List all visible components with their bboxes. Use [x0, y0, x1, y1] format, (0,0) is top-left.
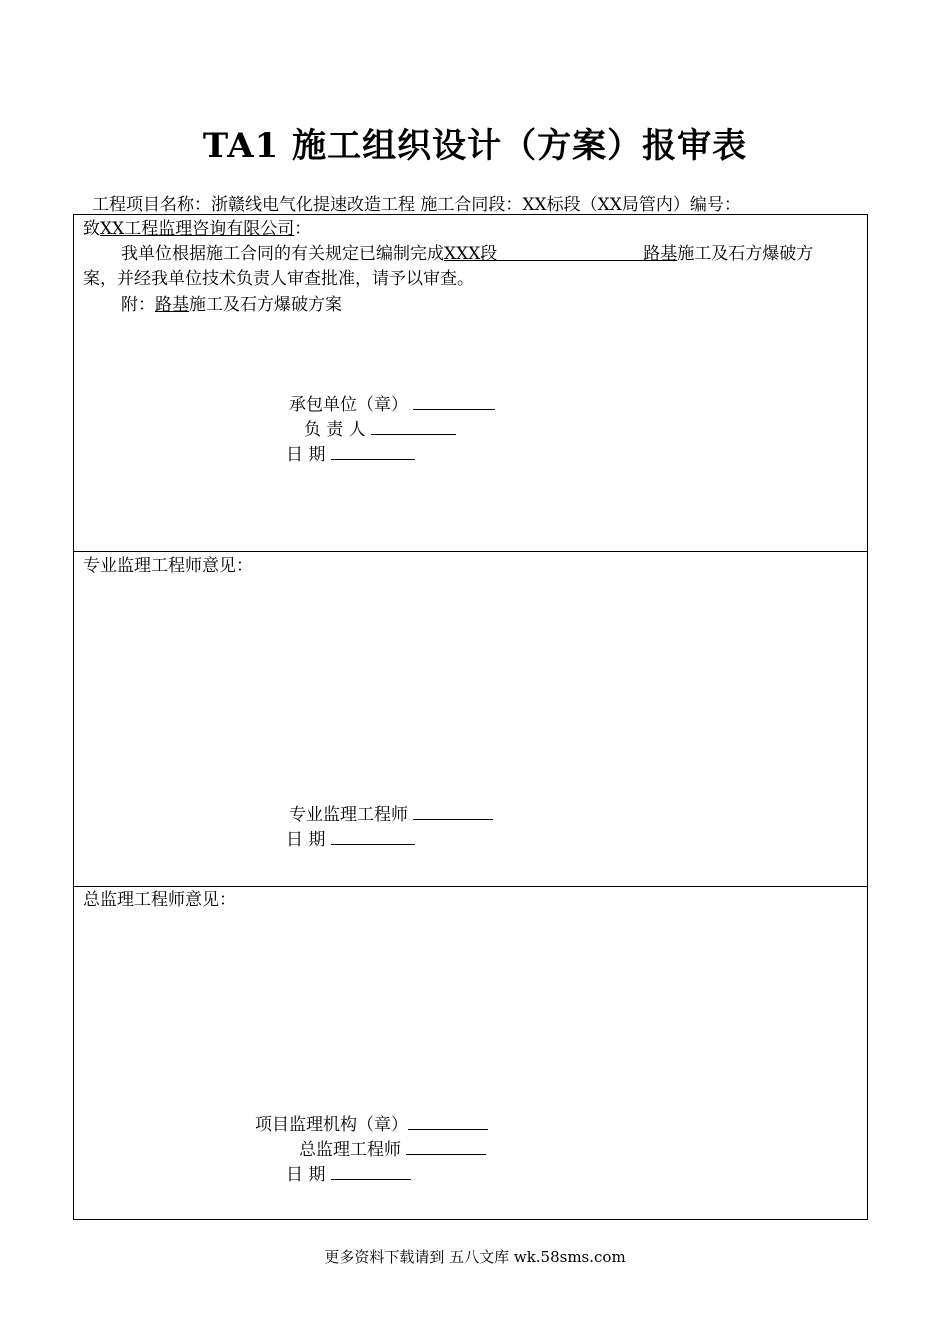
addressee-company: XX工程监理咨询有限公司: [100, 219, 295, 239]
specialist-opinion-heading: 专业监理工程师意见：: [83, 556, 253, 576]
body-line-2: 案，并经我单位技术负责人审查批准，请予以审查。: [83, 269, 474, 289]
chief-engineer-line: 总监理工程师: [299, 1136, 486, 1163]
chief-opinion-heading: 总监理工程师意见：: [83, 890, 236, 910]
chief-engineer-section: [74, 886, 867, 1219]
contractor-seal-line: 承包单位（章）: [289, 391, 495, 418]
number-label: 编号：: [689, 195, 741, 215]
specialist-date-blank: [331, 826, 415, 845]
segment-name: XXX段: [444, 244, 498, 264]
specialist-engineer-blank: [413, 801, 493, 820]
specialist-date-line: 日 期: [286, 826, 415, 853]
form-table: [73, 214, 868, 1220]
chief-date-line: 日 期: [286, 1161, 411, 1188]
contractor-seal-blank: [413, 391, 495, 410]
addressee-line: 致XX工程监理咨询有限公司：: [83, 219, 312, 239]
chief-engineer-blank: [406, 1136, 486, 1155]
responsible-person-line: 负 责 人: [304, 416, 456, 443]
specialist-engineer-section: [74, 551, 867, 887]
contract-label: 施工合同段：: [420, 195, 523, 215]
form-header-line: [92, 190, 741, 215]
footer-note: 更多资料下载请到 五八文库 wk.58sms.com: [324, 1248, 626, 1266]
page-title: TA1 施工组织设计（方案）报审表: [202, 126, 748, 166]
contractor-section: [74, 215, 867, 552]
responsible-person-blank: [371, 416, 456, 435]
contract-value: XX标段（XX局管内）: [522, 195, 690, 215]
body-line-1: 我单位根据施工合同的有关规定已编制完成XXX段 路基施工及石方爆破方: [121, 244, 814, 264]
chief-date-blank: [331, 1161, 411, 1180]
specialist-engineer-line: 专业监理工程师: [289, 801, 493, 828]
project-name: 浙赣线电气化提速改造工程: [211, 195, 415, 215]
attachment-subgrade: 路基: [155, 295, 189, 315]
project-label: 工程项目名称：: [92, 195, 211, 215]
supervision-org-line: 项目监理机构（章）: [255, 1111, 488, 1138]
supervision-org-blank: [408, 1111, 488, 1130]
subgrade-text: 路基: [643, 244, 678, 264]
contractor-date-blank: [331, 441, 415, 460]
contractor-date-line: 日 期: [286, 441, 415, 468]
attachment-line: 附：路基施工及石方爆破方案: [121, 295, 342, 315]
